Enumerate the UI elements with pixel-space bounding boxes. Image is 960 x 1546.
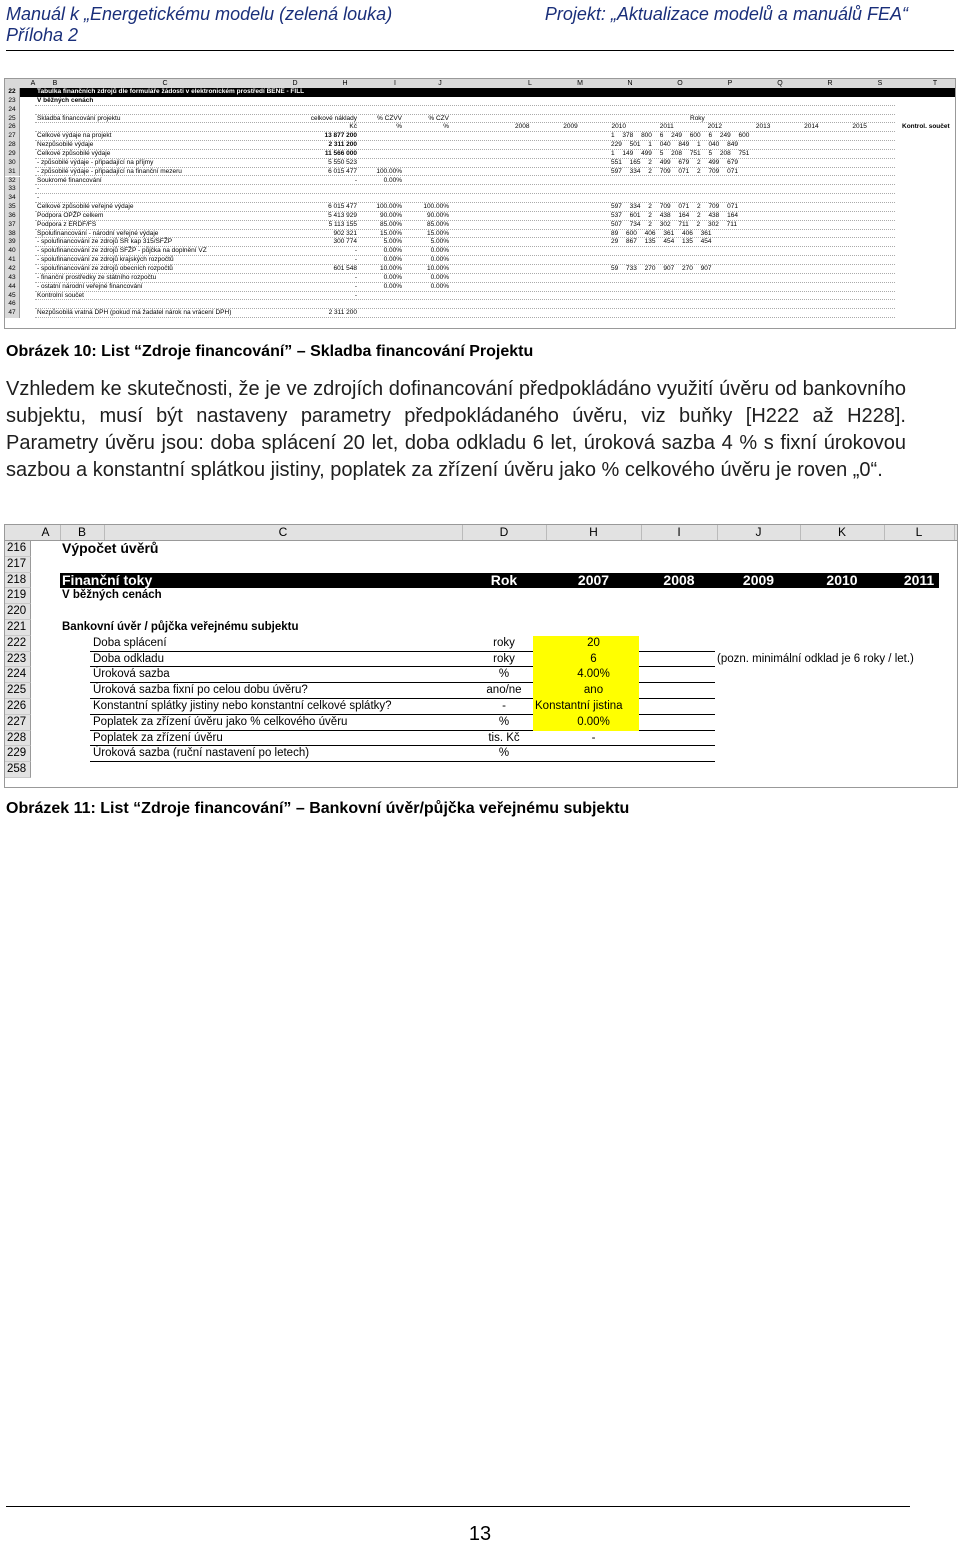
header-appendix: Příloha 2 — [6, 25, 79, 45]
row-number: 27 — [5, 132, 20, 141]
spreadsheet-row — [5, 300, 955, 309]
year-cell: 2007 — [577, 571, 610, 588]
unit-cell: % — [498, 715, 510, 728]
percent-czvv-cell: % CZVV — [377, 114, 402, 122]
parameter-label: Konstantní splátky jistiny nebo konstantní celkové splátky? — [93, 700, 392, 712]
input-value-cell: 0.00% — [577, 715, 610, 728]
row-label: Nezpůsobilé výdaje — [37, 141, 94, 149]
spreadsheet-row — [5, 746, 957, 762]
spreadsheet-row — [5, 652, 957, 668]
row-label: Tabulka finančních zdrojů dle formuláře žádosti v elektronickém prostředí BENE - FILL — [37, 88, 305, 95]
spreadsheet-row — [5, 557, 957, 573]
row-label: - — [37, 194, 40, 202]
total-cost-cell: - — [354, 176, 357, 184]
spreadsheet-row — [5, 194, 955, 203]
percent-czv-cell: 0.00% — [430, 273, 449, 281]
row-number: 36 — [5, 212, 20, 221]
percent-czv-cell: % — [443, 123, 449, 131]
spreadsheet-row — [5, 159, 955, 168]
header-project: Projekt: „Aktualizace modelů a manuálů FEA“ — [544, 4, 908, 24]
total-cost-cell: 601 548 — [333, 265, 357, 272]
row-label: - spolufinancování ze zdrojů SFŽP - půjčka na doplnění VZ — [37, 247, 207, 255]
section-label: Finanční toky — [62, 571, 153, 588]
percent-czv-cell: 5.00% — [430, 238, 449, 246]
total-cost-cell: celkové náklady — [310, 114, 357, 122]
row-label: Soukromé financování — [37, 176, 102, 184]
section-label: V běžných cenách — [62, 589, 162, 602]
row-number: 30 — [5, 159, 20, 168]
year-values: 229 501 1 040 849 1 040 849 — [611, 141, 738, 149]
column-header-i: I — [641, 525, 718, 540]
column-header-q: Q — [777, 80, 783, 87]
spreadsheet-screenshot-financing — [4, 78, 956, 329]
row-number: 41 — [5, 256, 20, 265]
unit-cell: roky — [493, 636, 515, 649]
column-header-b: B — [60, 525, 105, 540]
parameter-label: Úroková sazba fixní po celou dobu úvěru? — [93, 684, 308, 697]
spreadsheet-row — [5, 588, 957, 604]
percent-czvv-cell: 0.00% — [383, 282, 402, 290]
row-number: 43 — [5, 274, 20, 283]
year-values: 551 165 2 499 679 2 499 679 — [611, 158, 738, 166]
spreadsheet-row — [5, 212, 955, 221]
column-header-b: B — [52, 80, 58, 87]
row-label: Celkové způsobilé veřejné výdaje — [37, 203, 134, 211]
figure-11-caption: Obrázek 11: List “Zdroje financování” – Bankovní úvěr/půjčka veřejnému subjektu — [6, 800, 630, 817]
parameter-label: Poplatek za zřízení úvěru — [93, 731, 223, 744]
total-cost-cell: - — [354, 256, 357, 264]
total-cost-cell: 5 413 929 — [328, 211, 357, 219]
section-label: Bankovní úvěr / půjčka veřejnému subjektu — [62, 621, 299, 633]
unit-cell: Rok — [490, 571, 518, 588]
total-cost-cell: - — [354, 282, 357, 290]
years-row: 2008 2009 2010 2011 2012 2013 2014 2015 — [515, 123, 867, 131]
percent-czvv-cell: 90.00% — [379, 211, 402, 219]
column-header-l: L — [884, 525, 955, 540]
column-header-j: J — [717, 525, 801, 540]
year-values: 1 149 499 5 208 751 5 208 751 — [611, 149, 750, 157]
percent-czvv-cell: 100.00% — [376, 167, 402, 175]
row-label: Kontrolní součet — [37, 291, 84, 299]
percent-czv-cell: 0.00% — [430, 256, 449, 264]
note-text: (pozn. minimální odklad je 6 roky / let.) — [717, 652, 914, 665]
column-header-c: C — [162, 80, 168, 87]
spreadsheet-row — [5, 573, 957, 589]
column-header-bar — [5, 525, 957, 541]
row-number: 28 — [5, 141, 20, 150]
spreadsheet-row — [5, 667, 957, 683]
percent-czvv-cell: 0.00% — [383, 247, 402, 255]
parameter-label: Úroková sazba — [93, 668, 170, 681]
spreadsheet-row — [5, 185, 955, 194]
header-left — [6, 4, 392, 46]
row-number: 218 — [5, 573, 31, 589]
total-cost-cell: 2 311 200 — [328, 309, 357, 317]
input-value-cell: 6 — [590, 652, 597, 665]
row-label: Nezpůsobilá vratná DPH (pokud má žadatel nárok na vrácení DPH) — [37, 309, 232, 317]
spreadsheet-row — [5, 115, 955, 124]
year-values: 89 600 406 361 406 361 — [611, 229, 712, 237]
percent-czvv-cell: 0.00% — [383, 273, 402, 281]
row-number: 258 — [5, 762, 31, 778]
unit-cell: % — [498, 668, 510, 681]
total-cost-cell: 11 566 000 — [324, 149, 357, 157]
column-header-h: H — [546, 525, 642, 540]
row-label: - ostatní národní veřejné financování — [37, 282, 143, 290]
row-number: 31 — [5, 168, 20, 177]
total-cost-cell: 6 015 477 — [328, 167, 357, 175]
spreadsheet-row — [5, 256, 955, 265]
row-label: - způsobilé výdaje - připadající na příjmy — [37, 158, 154, 166]
percent-czv-cell: 90.00% — [426, 211, 449, 219]
row-number: 221 — [5, 620, 31, 636]
percent-czvv-cell: 15.00% — [379, 229, 402, 237]
row-label: Skladba financování projektu — [37, 114, 121, 122]
spreadsheet-row — [5, 699, 957, 715]
year-cell: 2009 — [742, 571, 775, 588]
year-values: 537 601 2 438 164 2 438 164 — [611, 211, 738, 219]
spreadsheet-row — [5, 292, 955, 301]
column-header-o: O — [677, 80, 683, 87]
spreadsheet-row — [5, 636, 957, 652]
unit-cell: % — [498, 747, 510, 760]
row-label: Podpora OPŽP celkem — [37, 211, 104, 219]
spreadsheet-row — [5, 683, 957, 699]
row-label: Celkové způsobilé výdaje — [37, 149, 111, 157]
row-number: 44 — [5, 283, 20, 292]
total-cost-cell: 5 550 523 — [328, 158, 357, 166]
row-number: 29 — [5, 150, 20, 159]
spreadsheet-row — [5, 274, 955, 283]
row-number: 32 — [5, 177, 20, 186]
row-number: 224 — [5, 667, 31, 683]
row-label: - spolufinancování ze zdrojů SR kap 315/SFŽP — [37, 238, 173, 246]
row-number: 34 — [5, 194, 20, 203]
column-header-s: S — [877, 80, 883, 87]
row-number: 216 — [5, 541, 31, 557]
row-number: 222 — [5, 636, 31, 652]
column-header-d: D — [292, 80, 298, 87]
percent-czvv-cell: 85.00% — [379, 220, 402, 228]
unit-cell: ano/ne — [486, 684, 522, 697]
column-header-n: N — [627, 80, 633, 87]
year-cell: 2010 — [826, 571, 858, 588]
percent-czv-cell: 0.00% — [430, 247, 449, 255]
column-header-a: A — [30, 80, 36, 87]
percent-czvv-cell: % — [396, 123, 402, 131]
row-number: 219 — [5, 588, 31, 604]
percent-czvv-cell: 100.00% — [376, 203, 402, 211]
spreadsheet-row — [5, 309, 955, 318]
row-label: Podpora z ERDF/FS — [37, 220, 97, 228]
total-cost-cell: 5 113 155 — [328, 220, 357, 228]
column-header-k: K — [800, 525, 885, 540]
percent-czvv-cell: 0.00% — [383, 256, 402, 264]
spreadsheet-row — [5, 762, 957, 778]
percent-czv-cell: % CZV — [428, 114, 449, 122]
parameter-label: Doba splácení — [93, 636, 167, 649]
row-number: 22 — [5, 88, 20, 97]
spreadsheet-row — [5, 97, 955, 106]
spreadsheet-row — [5, 132, 955, 141]
column-header-i: I — [394, 80, 396, 87]
column-header-h: H — [342, 80, 348, 87]
column-header-j: J — [438, 80, 442, 87]
spreadsheet-row — [5, 620, 957, 636]
control-sum-label: Kontrol. součet — [902, 123, 950, 131]
row-number: 45 — [5, 292, 20, 301]
years-label: Roky — [690, 114, 705, 122]
section-label: Výpočet úvěrů — [62, 540, 159, 556]
row-number: 217 — [5, 557, 31, 573]
spreadsheet-row — [5, 141, 955, 150]
year-values: 59 733 270 907 270 907 — [611, 265, 712, 272]
parameter-label: Poplatek za zřízení úvěru jako % celkového úvěru — [93, 715, 348, 728]
total-cost-cell: 6 015 477 — [328, 203, 357, 211]
percent-czv-cell: 100.00% — [423, 203, 449, 211]
parameter-label: Úroková sazba (ruční nastavení po letech) — [93, 747, 310, 760]
page-header — [6, 4, 954, 51]
year-cell: 2008 — [663, 571, 695, 588]
page-number: 13 — [468, 1523, 492, 1545]
total-cost-cell: Kč — [349, 123, 357, 131]
percent-czv-cell: 15.00% — [426, 229, 449, 237]
year-values: 29 867 135 454 135 454 — [611, 238, 712, 246]
row-number: 225 — [5, 683, 31, 699]
footer-rule — [6, 1506, 910, 1507]
input-value-cell: 4.00% — [577, 668, 610, 681]
percent-czvv-cell: 5.00% — [383, 238, 402, 246]
spreadsheet-row — [5, 283, 955, 292]
row-label: - spolufinancování ze zdrojů obecních rozpočtů — [37, 265, 173, 272]
spreadsheet-row — [5, 265, 955, 274]
year-values: 507 734 2 302 711 2 302 711 — [611, 220, 737, 228]
percent-czv-cell: 10.00% — [426, 265, 449, 272]
body-paragraph: Vzhledem ke skutečnosti, že je ve zdrojích dofinancování předpokládáno využití úvěru od bankovního subjektu, musí být nastaveny parametry předpokládaného úvěru, viz buňky [H222 až H228]. Parametry úvěru jsou: doba splácení 20 let, doba odkladu 6 let, úroková sazba 4 % s fixní úrokovou sazbou a konstantní splátkou jistiny, poplatek za zřízení úvěru jako % celkového úvěru je roven „0“. — [6, 378, 906, 481]
column-header-p: P — [727, 80, 733, 87]
row-number: 23 — [5, 97, 20, 106]
spreadsheet-row — [5, 604, 957, 620]
row-number: 223 — [5, 652, 31, 668]
total-cost-cell: 300 774 — [333, 238, 357, 246]
total-cost-cell: - — [354, 291, 357, 299]
row-number: 25 — [5, 115, 20, 124]
row-number: 37 — [5, 221, 20, 230]
figure-10-caption: Obrázek 10: List “Zdroje financování” – Skladba financování Projektu — [6, 343, 534, 360]
input-value-cell: Konstantní jistina — [535, 700, 623, 712]
row-number: 220 — [5, 604, 31, 620]
percent-czv-cell: 85.00% — [426, 220, 449, 228]
spreadsheet-row — [5, 238, 955, 247]
unit-cell: tis. Kč — [488, 731, 520, 744]
column-header-r: R — [827, 80, 833, 87]
spreadsheet-row — [5, 221, 955, 230]
row-number: 46 — [5, 300, 20, 309]
row-number: 35 — [5, 203, 20, 212]
row-number: 42 — [5, 265, 20, 274]
row-number: 227 — [5, 715, 31, 731]
row-label: Celkové výdaje na projekt — [37, 132, 112, 140]
column-header-c: C — [104, 525, 463, 540]
row-label: - — [37, 185, 40, 193]
input-value-cell: 20 — [587, 636, 600, 649]
percent-czvv-cell: 0.00% — [383, 176, 402, 184]
row-number: 39 — [5, 238, 20, 247]
spreadsheet-screenshot-loan — [4, 524, 958, 788]
column-header-m: M — [577, 80, 583, 87]
row-number: 47 — [5, 309, 20, 318]
input-value-cell: ano — [583, 684, 604, 697]
year-values: 1 378 800 6 249 600 6 249 600 — [611, 132, 750, 140]
spreadsheet-row — [5, 715, 957, 731]
spreadsheet-row — [5, 150, 955, 159]
row-number: 33 — [5, 185, 20, 194]
percent-czvv-cell: 10.00% — [379, 265, 402, 272]
column-header-a: A — [31, 525, 61, 540]
column-header-l: L — [528, 80, 532, 87]
year-values: 597 334 2 709 071 2 709 071 — [611, 167, 738, 175]
total-cost-cell: 902 321 — [333, 229, 357, 237]
year-values: 597 334 2 709 071 2 709 071 — [611, 203, 738, 211]
total-cost-cell: 13 877 200 — [324, 132, 357, 140]
spreadsheet-row — [5, 247, 955, 256]
header-manual-title: Manuál k „Energetickému modelu (zelená louka) — [6, 4, 393, 24]
total-cost-cell: - — [354, 273, 357, 281]
row-number: 38 — [5, 230, 20, 239]
row-label: Spolufinancování - národní veřejné výdaje — [37, 229, 159, 237]
percent-czv-cell: 0.00% — [430, 282, 449, 290]
input-value-cell: - — [591, 731, 596, 744]
row-label: - finanční prostředky ze státního rozpočtu — [37, 273, 157, 281]
year-cell: 2011 — [903, 571, 935, 588]
column-header-t: T — [932, 80, 938, 87]
row-label: - způsobilé výdaje - připadající na finanční mezeru — [37, 167, 182, 175]
unit-cell: roky — [493, 652, 515, 665]
spreadsheet-row — [5, 731, 957, 747]
spreadsheet-row — [5, 177, 955, 186]
total-cost-cell: - — [354, 247, 357, 255]
unit-cell: - — [502, 700, 506, 712]
row-number: 40 — [5, 247, 20, 256]
row-number: 226 — [5, 699, 31, 715]
row-label: V běžných cenách — [37, 96, 94, 104]
spreadsheet-row — [5, 541, 957, 557]
row-number: 24 — [5, 106, 20, 115]
spreadsheet-row — [5, 203, 955, 212]
total-cost-cell: 2 311 200 — [328, 141, 357, 149]
row-label: - spolufinancování ze zdrojů krajských rozpočtů — [37, 256, 174, 264]
row-number: 26 — [5, 123, 20, 132]
spreadsheet-row — [5, 123, 955, 132]
column-header-d: D — [462, 525, 547, 540]
row-number: 229 — [5, 746, 31, 762]
spreadsheet-row — [5, 168, 955, 177]
row-number: 228 — [5, 731, 31, 747]
spreadsheet-row — [5, 88, 955, 97]
parameter-label: Doba odkladu — [93, 652, 164, 665]
spreadsheet-row — [5, 106, 955, 115]
